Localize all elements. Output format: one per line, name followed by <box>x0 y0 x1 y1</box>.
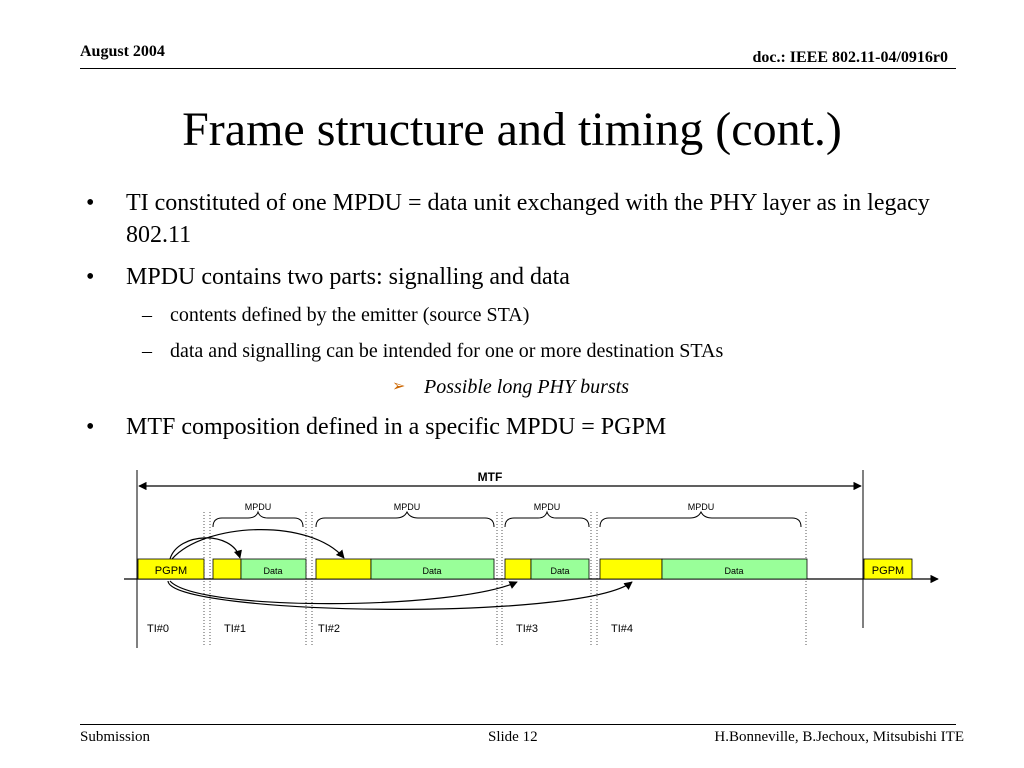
mpdu-label: MPDU <box>687 502 715 512</box>
data-label: Data <box>263 566 283 576</box>
mpdu-brace <box>505 512 589 527</box>
bullet-text: MTF composition defined in a specific MPDU = PGPM <box>126 414 667 440</box>
ti-label: TI#0 <box>147 623 170 635</box>
data-label: Data <box>550 566 570 576</box>
footer-authors: H.Bonneville, B.Jechoux, Mitsubishi ITE <box>714 729 964 745</box>
pgpm-arrow-ti4 <box>168 581 632 609</box>
sub-bullet-item <box>86 301 956 329</box>
bullet-text: TI constituted of one MPDU = data unit exchanged with the PHY layer as in legacy 802.11 <box>126 190 930 248</box>
footer-left: Submission <box>80 729 151 745</box>
pgpm-arrow-ti3 <box>170 581 517 604</box>
signalling-block <box>600 559 662 579</box>
bullet-item <box>86 411 956 443</box>
signalling-block <box>505 559 531 579</box>
mtf-label: MTF <box>477 470 503 484</box>
mpdu-label: MPDU <box>393 502 421 512</box>
pgpm-arrow-ti2 <box>172 530 344 559</box>
ti-label: TI#3 <box>516 623 539 635</box>
arrow-bullet-icon: ➢ <box>392 378 406 395</box>
sub-sub-bullet-text: Possible long PHY bursts <box>424 376 630 398</box>
bullet-item <box>86 261 956 293</box>
ti-label: TI#1 <box>224 623 247 635</box>
bullet-dot-icon: • <box>86 264 95 290</box>
bullet-item <box>86 187 956 251</box>
bullet-text: MPDU contains two parts: signalling and data <box>126 264 570 290</box>
sub-bullet-item <box>86 337 956 365</box>
signalling-block <box>213 559 241 579</box>
mpdu-label: MPDU <box>244 502 272 512</box>
ti-label: TI#4 <box>611 623 634 635</box>
dash-icon: – <box>142 340 152 362</box>
data-label: Data <box>724 566 744 576</box>
sub-sub-bullet-item <box>86 373 956 401</box>
ti-label: TI#2 <box>318 623 341 635</box>
mtf-diagram <box>0 460 1024 660</box>
header-rule <box>80 68 956 69</box>
sub-bullet-text: data and signalling can be intended for one or more destination STAs <box>170 340 724 362</box>
pgpm-label: PGPM <box>154 565 188 577</box>
bullet-dot-icon: • <box>86 190 95 216</box>
mpdu-brace <box>213 512 303 527</box>
pgpm-arrow-ti1 <box>170 538 240 559</box>
slide-number: Slide 12 <box>488 729 538 745</box>
bullet-dot-icon: • <box>86 414 95 440</box>
mpdu-brace <box>600 512 801 527</box>
mpdu-label: MPDU <box>533 502 561 512</box>
signalling-block <box>316 559 371 579</box>
footer-rule <box>80 724 956 725</box>
bullet-list <box>86 187 956 443</box>
sub-bullet-text: contents defined by the emitter (source STA) <box>170 304 530 326</box>
data-label: Data <box>422 566 442 576</box>
slide-title: Frame structure and timing (cont.) <box>182 103 842 156</box>
header-doc-id: doc.: IEEE 802.11-04/0916r0 <box>752 49 948 66</box>
mpdu-brace <box>316 512 494 527</box>
dash-icon: – <box>142 304 152 326</box>
pgpm-label: PGPM <box>871 565 905 577</box>
header-date: August 2004 <box>80 43 165 60</box>
